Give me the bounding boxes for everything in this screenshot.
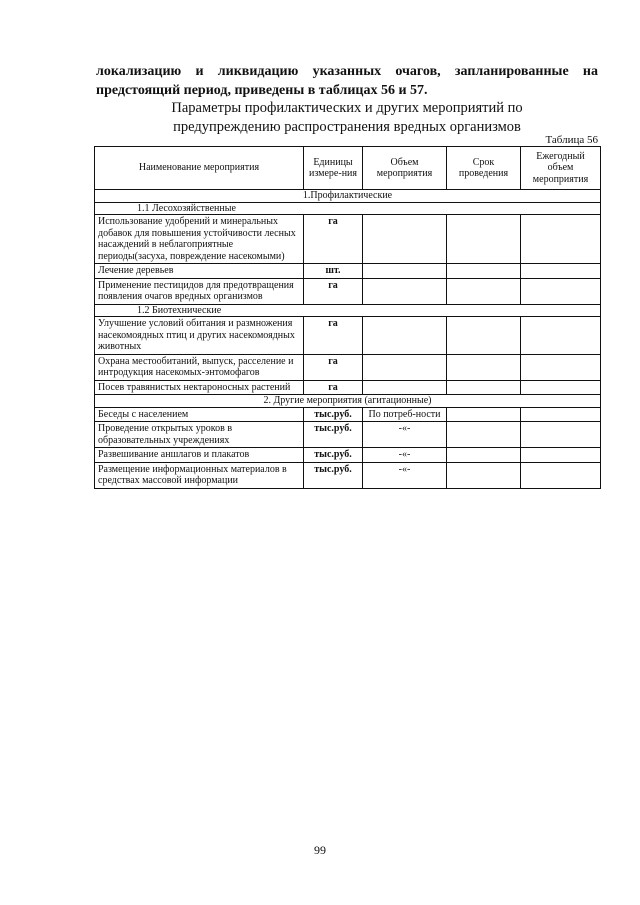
table-row bbox=[95, 422, 601, 448]
table-row bbox=[95, 448, 601, 463]
row-term bbox=[447, 215, 521, 264]
row-name: Проведение открытых уроков в образовательных учреждениях bbox=[95, 422, 304, 448]
row-term bbox=[447, 462, 521, 488]
subsection-1-2-title: 1.2 Биотехнические bbox=[95, 304, 601, 317]
header-unit: Единицы измере-ния bbox=[304, 147, 363, 190]
row-name: Лечение деревьев bbox=[95, 264, 304, 279]
row-volume bbox=[363, 354, 447, 380]
row-term bbox=[447, 278, 521, 304]
row-volume: -«- bbox=[363, 422, 447, 448]
row-unit: тыс.руб. bbox=[304, 407, 363, 422]
table-row bbox=[95, 380, 601, 395]
row-annual bbox=[521, 215, 601, 264]
row-volume: По потреб-ности bbox=[363, 407, 447, 422]
table-row bbox=[95, 264, 601, 279]
table-row bbox=[95, 317, 601, 355]
row-term bbox=[447, 264, 521, 279]
intro-line-2: предстоящий период, приведены в таблицах 56 и 57. bbox=[96, 83, 428, 98]
row-volume: -«- bbox=[363, 448, 447, 463]
row-annual bbox=[521, 354, 601, 380]
row-name: Посев травянистых нектароносных растений bbox=[95, 380, 304, 395]
header-annual: Ежегодный объем мероприятия bbox=[521, 147, 601, 190]
measures-table bbox=[94, 146, 601, 489]
table-title-line-1: Параметры профилактических и других мероприятий по bbox=[171, 100, 523, 116]
row-volume bbox=[363, 317, 447, 355]
section-row bbox=[95, 190, 601, 203]
row-annual bbox=[521, 462, 601, 488]
table-number: Таблица 56 bbox=[545, 134, 598, 146]
row-unit: шт. bbox=[304, 264, 363, 279]
row-volume bbox=[363, 264, 447, 279]
row-term bbox=[447, 422, 521, 448]
table-title-line-2: предупреждению распространения вредных организмов bbox=[173, 119, 521, 135]
section-2-title: 2. Другие мероприятия (агитационные) bbox=[95, 395, 601, 408]
row-annual bbox=[521, 407, 601, 422]
subsection-row bbox=[95, 304, 601, 317]
table-header-row bbox=[95, 147, 601, 190]
row-term bbox=[447, 317, 521, 355]
row-annual bbox=[521, 380, 601, 395]
table-row bbox=[95, 354, 601, 380]
row-name: Применение пестицидов для предотвращения появления очагов вредных организмов bbox=[95, 278, 304, 304]
row-name: Размещение информационных материалов в средствах массовой информации bbox=[95, 462, 304, 488]
subsection-1-1-title: 1.1 Лесохозяйственные bbox=[95, 202, 601, 215]
header-volume: Объем мероприятия bbox=[363, 147, 447, 190]
row-unit: тыс.руб. bbox=[304, 422, 363, 448]
row-unit: га bbox=[304, 354, 363, 380]
row-term bbox=[447, 354, 521, 380]
section-1-title: 1.Профилактические bbox=[95, 190, 601, 203]
row-volume bbox=[363, 215, 447, 264]
row-annual bbox=[521, 278, 601, 304]
row-annual bbox=[521, 422, 601, 448]
table-row bbox=[95, 407, 601, 422]
row-name: Охрана местообитаний, выпуск, расселение и интродукция насекомых-энтомофагов bbox=[95, 354, 304, 380]
row-unit: га bbox=[304, 278, 363, 304]
row-term bbox=[447, 380, 521, 395]
table-title bbox=[96, 99, 598, 137]
row-unit: га bbox=[304, 380, 363, 395]
row-name: Развешивание аншлагов и плакатов bbox=[95, 448, 304, 463]
row-term bbox=[447, 407, 521, 422]
row-annual bbox=[521, 448, 601, 463]
subsection-row bbox=[95, 202, 601, 215]
table-row bbox=[95, 278, 601, 304]
row-volume: -«- bbox=[363, 462, 447, 488]
row-unit: тыс.руб. bbox=[304, 448, 363, 463]
row-volume bbox=[363, 380, 447, 395]
table-row bbox=[95, 215, 601, 264]
row-name: Использование удобрений и минеральных добавок для повышения устойчивости лесных насаждений в неблагоприятные периоды(засуха, повреждение насекомыми) bbox=[95, 215, 304, 264]
intro-line-1: локализацию и ликвидацию указанных очагов, запланированные на bbox=[96, 64, 598, 79]
row-unit: тыс.руб. bbox=[304, 462, 363, 488]
row-name: Беседы с населением bbox=[95, 407, 304, 422]
header-name: Наименование мероприятия bbox=[95, 147, 304, 190]
row-annual bbox=[521, 264, 601, 279]
section-row bbox=[95, 395, 601, 408]
row-unit: га bbox=[304, 317, 363, 355]
header-term: Срок проведения bbox=[447, 147, 521, 190]
intro-paragraph bbox=[96, 62, 598, 100]
row-annual bbox=[521, 317, 601, 355]
row-volume bbox=[363, 278, 447, 304]
row-unit: га bbox=[304, 215, 363, 264]
row-name: Улучшение условий обитания и размножения насекомоядных птиц и других насекомоядных животных bbox=[95, 317, 304, 355]
row-term bbox=[447, 448, 521, 463]
table-row bbox=[95, 462, 601, 488]
page-number: 99 bbox=[314, 843, 326, 857]
